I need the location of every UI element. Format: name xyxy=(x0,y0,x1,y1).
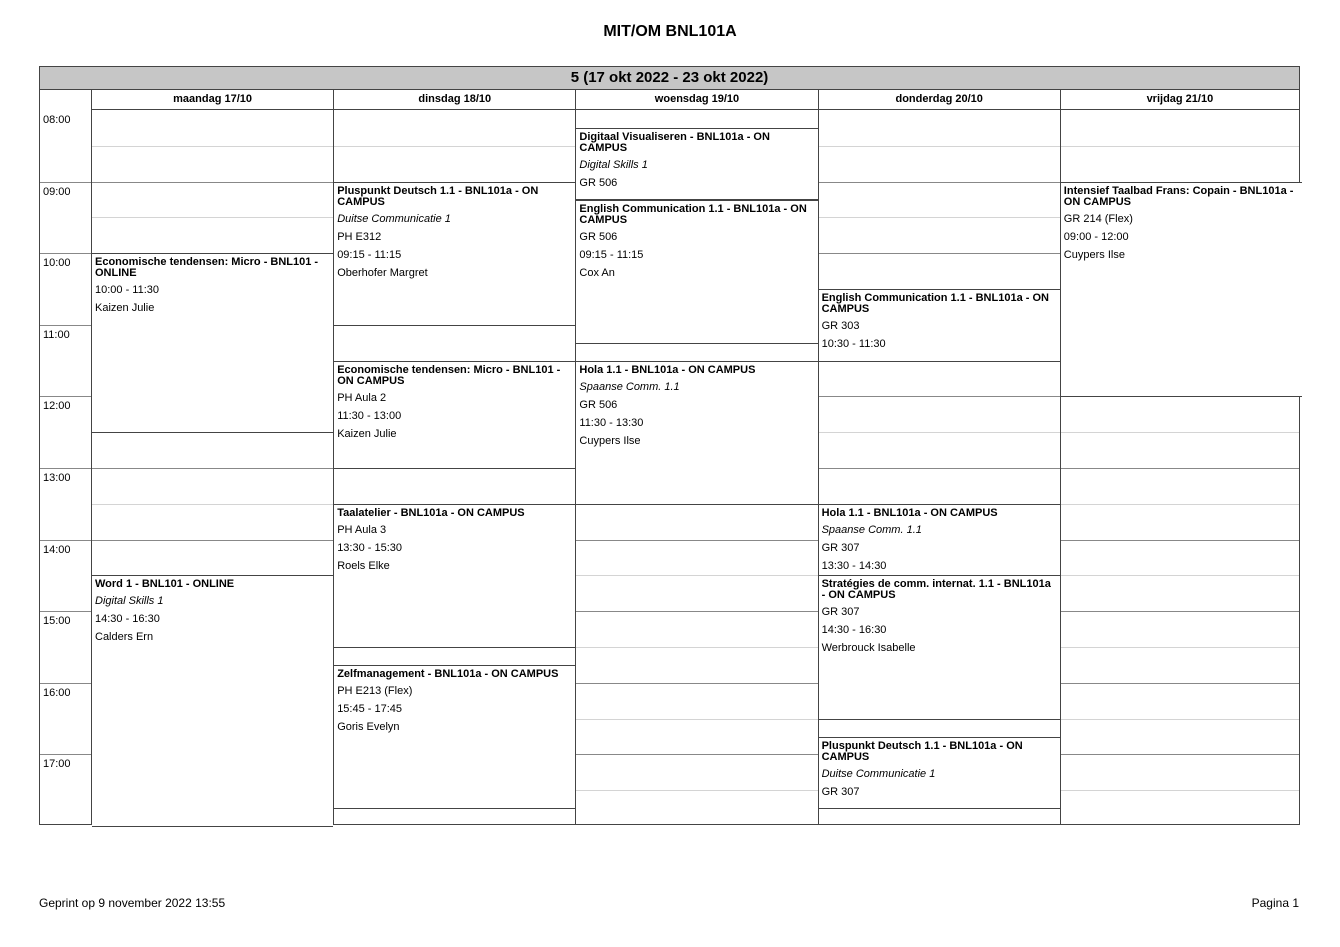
event-block[interactable] xyxy=(819,575,1060,719)
event-course: Spaanse Comm. 1.1 xyxy=(579,380,680,393)
event-course: Spaanse Comm. 1.1 xyxy=(821,523,922,536)
event-room: PH Aula 2 xyxy=(337,391,387,404)
day-header: woensdag 19/10 xyxy=(575,90,817,110)
event-time: 11:30 - 13:30 xyxy=(579,416,644,429)
time-label: 09:00 xyxy=(43,185,71,198)
event-time: 10:30 - 11:30 xyxy=(821,338,886,350)
event-time: 14:30 - 16:30 xyxy=(95,613,160,626)
event-teacher: Roels Elke xyxy=(337,559,390,572)
event-block[interactable] xyxy=(576,128,817,201)
event-room: GR 506 xyxy=(579,398,618,411)
timetable-grid xyxy=(39,66,1300,825)
event-title: Hola 1.1 - BNL101a - ON CAMPUS xyxy=(821,506,998,519)
event-time: 13:30 - 15:30 xyxy=(337,541,403,554)
event-teacher: Oberhofer Margret xyxy=(337,266,428,279)
page-number: Pagina 1 xyxy=(1251,896,1299,910)
time-label: 12:00 xyxy=(43,400,71,413)
event-teacher: Kaizen Julie xyxy=(337,427,397,440)
event-teacher: Cuypers Ilse xyxy=(1063,248,1125,261)
event-teacher: Calders Ern xyxy=(95,631,154,644)
event-time: 11:30 - 13:00 xyxy=(337,409,402,422)
time-label: 14:00 xyxy=(43,543,71,556)
event-teacher: Werbrouck Isabelle xyxy=(821,642,916,655)
event-time: 10:00 - 11:30 xyxy=(95,284,160,297)
event-title: Taalatelier - BNL101a - ON CAMPUS xyxy=(337,506,525,519)
event-teacher: Goris Evelyn xyxy=(337,720,400,733)
event-title: Hola 1.1 - BNL101a - ON CAMPUS xyxy=(579,363,756,376)
event-time: 13:30 - 14:30 xyxy=(821,559,887,572)
event-teacher: Cox An xyxy=(579,266,615,279)
event-block[interactable] xyxy=(1061,182,1302,398)
event-block[interactable] xyxy=(576,200,817,344)
event-room: PH E213 (Flex) xyxy=(337,684,413,697)
time-label: 15:00 xyxy=(43,615,71,628)
event-course: Duitse Communicatie 1 xyxy=(337,212,451,225)
time-label: 08:00 xyxy=(43,114,71,126)
day-header: dinsdag 18/10 xyxy=(333,90,575,110)
event-teacher: Kaizen Julie xyxy=(95,302,155,315)
event-time: 09:15 - 11:15 xyxy=(337,248,402,261)
time-label: 13:00 xyxy=(43,472,71,484)
event-room: PH E312 xyxy=(337,230,382,243)
event-time: 09:15 - 11:15 xyxy=(579,248,644,261)
day-header: maandag 17/10 xyxy=(91,90,333,110)
event-block[interactable] xyxy=(334,665,575,809)
event-block[interactable] xyxy=(334,361,575,469)
event-time: 09:00 - 12:00 xyxy=(1063,230,1129,243)
event-title: Word 1 - BNL101 - ONLINE xyxy=(95,578,235,591)
event-title: Stratégies de comm. internat. 1.1 - BNL101a - ON CAMPUS xyxy=(821,578,1051,602)
event-course: Duitse Communicatie 1 xyxy=(821,767,936,780)
event-title: Intensief Taalbad Frans: Copain - BNL101a - ON CAMPUS xyxy=(1063,184,1294,208)
event-room: PH Aula 3 xyxy=(337,523,387,536)
event-block[interactable] xyxy=(819,504,1060,577)
day-header: vrijdag 21/10 xyxy=(1060,90,1299,110)
week-header: 5 (17 okt 2022 - 23 okt 2022) xyxy=(40,67,1299,90)
event-time: 14:30 - 16:30 xyxy=(821,624,887,637)
event-room: GR 303 xyxy=(821,320,860,332)
event-block[interactable] xyxy=(576,361,817,505)
event-room: GR 506 xyxy=(579,176,618,189)
event-room: GR 307 xyxy=(821,541,860,554)
event-room: GR 506 xyxy=(579,230,618,243)
event-title: Economische tendensen: Micro - BNL101 - ONLINE xyxy=(95,256,319,280)
event-title: English Communication 1.1 - BNL101a - ON CAMPUS xyxy=(821,292,1049,315)
event-block[interactable] xyxy=(92,253,333,433)
page-title: MIT/OM BNL101A xyxy=(603,23,737,40)
time-label: 10:00 xyxy=(43,257,71,270)
event-block[interactable] xyxy=(334,182,575,326)
event-title: Zelfmanagement - BNL101a - ON CAMPUS xyxy=(337,667,559,680)
time-label: 17:00 xyxy=(43,758,71,771)
event-title: Pluspunkt Deutsch 1.1 - BNL101a - ON CAMPUS xyxy=(337,184,539,208)
printed-date: Geprint op 9 november 2022 13:55 xyxy=(39,896,226,910)
event-course: Digital Skills 1 xyxy=(579,158,648,171)
event-block[interactable] xyxy=(819,289,1060,362)
event-block[interactable] xyxy=(819,737,1060,810)
event-title: English Communication 1.1 - BNL101a - ON CAMPUS xyxy=(579,202,807,226)
event-title: Economische tendensen: Micro - BNL101 - ON CAMPUS xyxy=(337,363,561,387)
event-course: Digital Skills 1 xyxy=(95,595,164,608)
time-label: 16:00 xyxy=(43,686,71,699)
slot-line xyxy=(40,540,1299,541)
event-room: GR 307 xyxy=(821,606,860,619)
time-label: 11:00 xyxy=(43,328,70,341)
day-header: donderdag 20/10 xyxy=(818,90,1060,110)
event-title: Pluspunkt Deutsch 1.1 - BNL101a - ON CAMPUS xyxy=(821,739,1023,763)
event-block[interactable] xyxy=(334,504,575,648)
event-time: 15:45 - 17:45 xyxy=(337,702,403,715)
event-room: GR 307 xyxy=(821,785,860,798)
event-teacher: Cuypers Ilse xyxy=(579,434,641,447)
event-block[interactable] xyxy=(92,575,333,827)
event-title: Digitaal Visualiseren - BNL101a - ON CAMPUS xyxy=(579,130,770,154)
event-room: GR 214 (Flex) xyxy=(1063,212,1133,225)
